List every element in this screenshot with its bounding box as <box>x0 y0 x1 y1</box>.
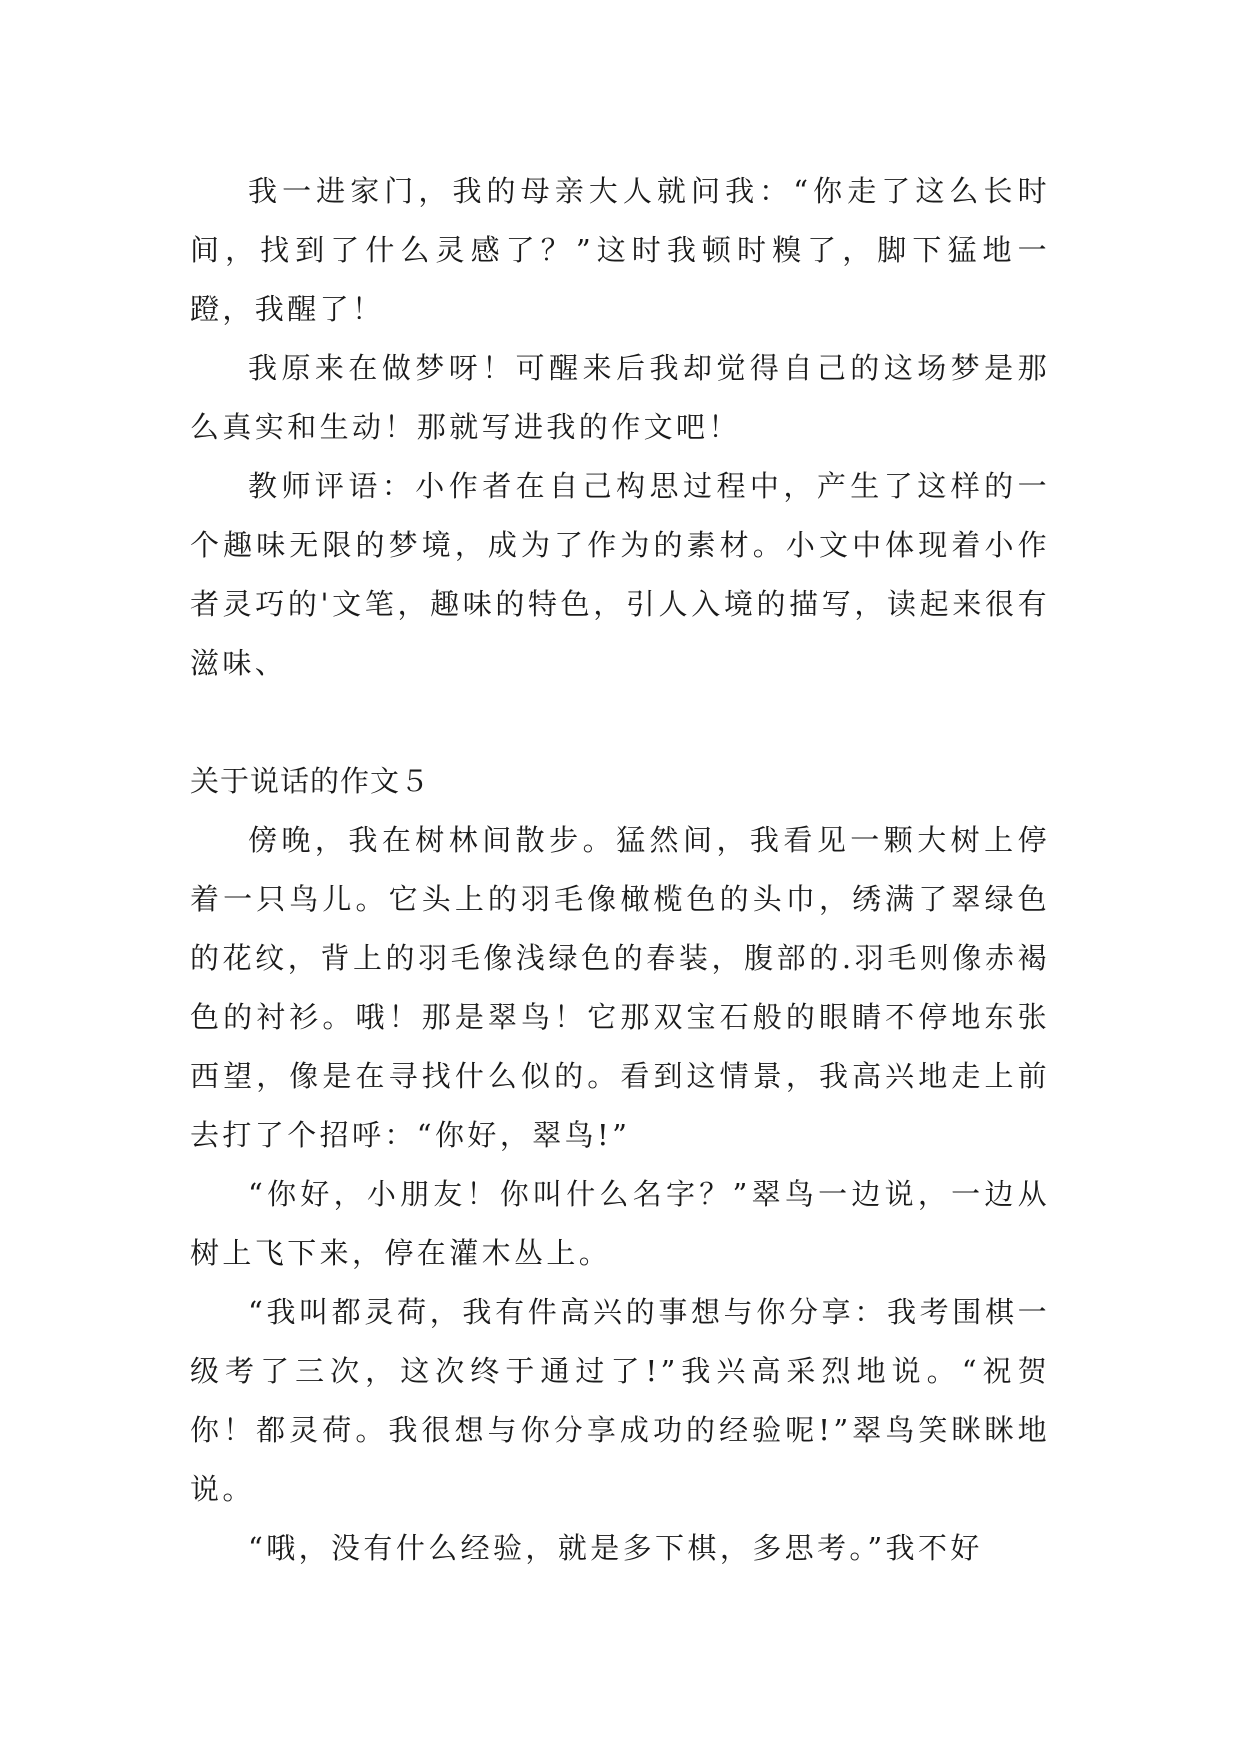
section-spacer <box>190 693 1050 752</box>
paragraph-5: “你好，小朋友！你叫什么名字？”翠鸟一边说，一边从树上飞下来，停在灌木丛上。 <box>190 1177 1050 1270</box>
document-body <box>190 162 1050 1578</box>
paragraph-6: “我叫都灵荷，我有件高兴的事想与你分享：我考围棋一级考了三次，这次终于通过了!”我兴高采烈地说。“祝贺你！都灵荷。我很想与你分享成功的经验呢!”翠鸟笑眯眯地说。 <box>190 1295 1050 1506</box>
paragraph-4: 傍晚，我在树林间散步。猛然间，我看见一颗大树上停着一只鸟儿。它头上的羽毛像橄榄色的头巾，绣满了翠绿色的花纹，背上的羽毛像浅绿色的春装，腹部的.羽毛则像赤褐色的衬衫。哦！那是翠鸟！它那双宝石般的眼睛不停地东张西望，像是在寻找什么似的。看到这情景，我高兴地走上前去打了个招呼：“你好，翠鸟!” <box>190 823 1050 1152</box>
paragraph-1: 我一进家门，我的母亲大人就问我：“你走了这么长时间，找到了什么灵感了？”这时我顿时糗了，脚下猛地一蹬，我醒了！ <box>190 174 1050 326</box>
paragraph-2: 我原来在做梦呀！可醒来后我却觉得自己的这场梦是那么真实和生动！那就写进我的作文吧！ <box>190 351 1050 444</box>
paragraph-3: 教师评语：小作者在自己构思过程中，产生了这样的一个趣味无限的梦境，成为了作为的素材。小文中体现着小作者灵巧的'文笔，趣味的特色，引人入境的描写，读起来很有滋味、 <box>190 469 1050 680</box>
section-title: 关于说话的作文５ <box>190 764 431 798</box>
paragraph-7: “哦，没有什么经验，就是多下棋，多思考。”我不好 <box>248 1531 983 1565</box>
